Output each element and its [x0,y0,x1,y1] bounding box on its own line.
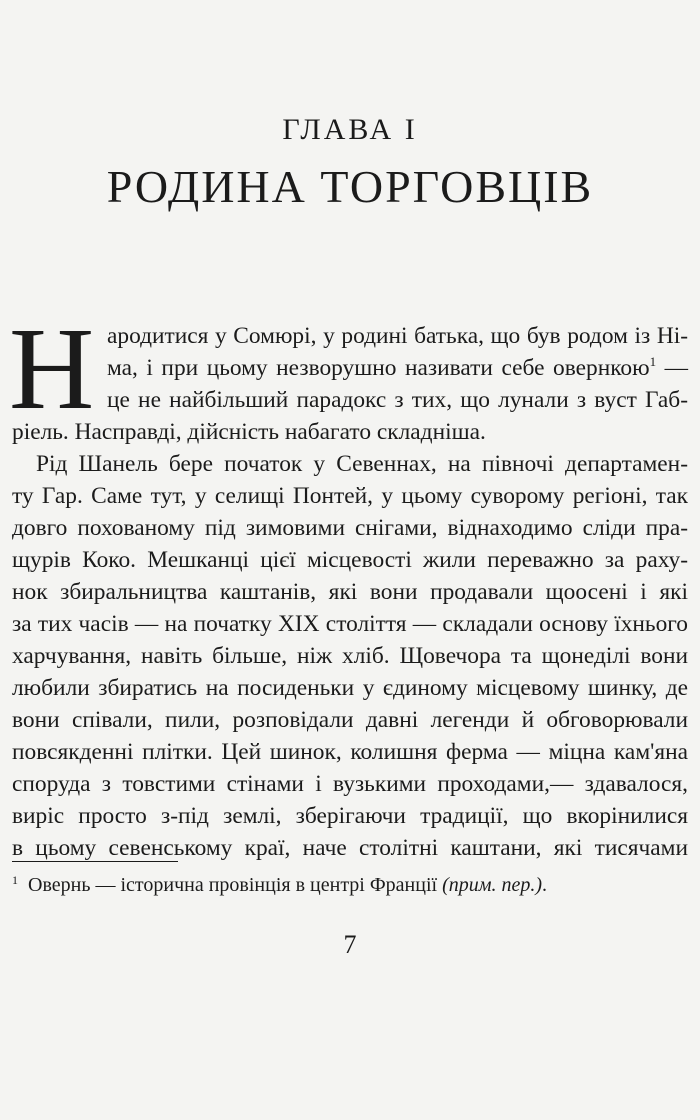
paragraph-1 [9,303,688,448]
text-line [107,352,688,384]
drop-cap: Н [9,303,95,434]
text-line: Рід Шанель бере початок у Севеннах, на півночі департамен- [36,451,688,477]
text-line: за тих часів — на початку XIX століття — складали основу їхнього [12,611,688,637]
text-line: нок збиральництва каштанів, які вони продавали щоосені і які [12,579,688,605]
text-line: виріс просто з-під землі, зберігаючи традиції, що вкорінилися [12,803,688,829]
text-line: вони співали, пили, розповідали давні легенди й обговорювали [12,707,688,733]
text-line: це не найбільший парадокс з тих, що лунали з вуст Габ- [107,387,688,413]
translator-note: (прим. пер.) [442,874,543,896]
page-number: 7 [343,930,357,959]
text-line: щурів Коко. Мешканці цієї місцевості жили переважно за раху- [12,547,688,573]
chapter-number: ГЛАВА I [282,113,418,146]
footnote-text: Овернь — історична провінція в центрі Франції [28,874,443,896]
footnote [12,873,547,897]
chapter-title: РОДИНА ТОРГОВЦІВ [106,161,594,212]
paragraph-2 [12,448,688,864]
text-line: споруда з товстими стінами і вузькими проходами,— здавалося, [12,771,688,797]
text-fragment: ма, і при цьому незворушно називати себе овернкою [107,355,650,381]
footnote-end: . [542,874,548,896]
text-line: ріель. Насправді, дійсність набагато складніша. [12,419,486,445]
text-line: ародитися у Сомюрі, у родині батька, що був родом із Ні- [107,323,688,349]
text-line: повсякденні плітки. Цей шинок, колишня ферма — міцна кам'яна [12,739,688,765]
footnote-mark: 1 [12,873,18,887]
footnote-divider [12,861,178,862]
text-line: любили збиратись на посиденьки у єдиному місцевому шинку, де [12,675,688,701]
body-text [9,303,688,864]
text-line: ту Гар. Саме тут, у селищі Понтей, у цьому суворому регіоні, так [12,483,688,509]
text-line: в цьому севенському краї, наче столітні каштани, які тисячами [12,835,688,861]
text-line: довго похованому під зимовими снігами, віднаходимо сліди пра- [12,515,688,541]
footnote-reference: 1 [649,354,657,369]
text-fragment: — [656,355,688,381]
text-line: харчування, навіть більше, ніж хліб. Щовечора та щонеділі вони [12,643,688,669]
